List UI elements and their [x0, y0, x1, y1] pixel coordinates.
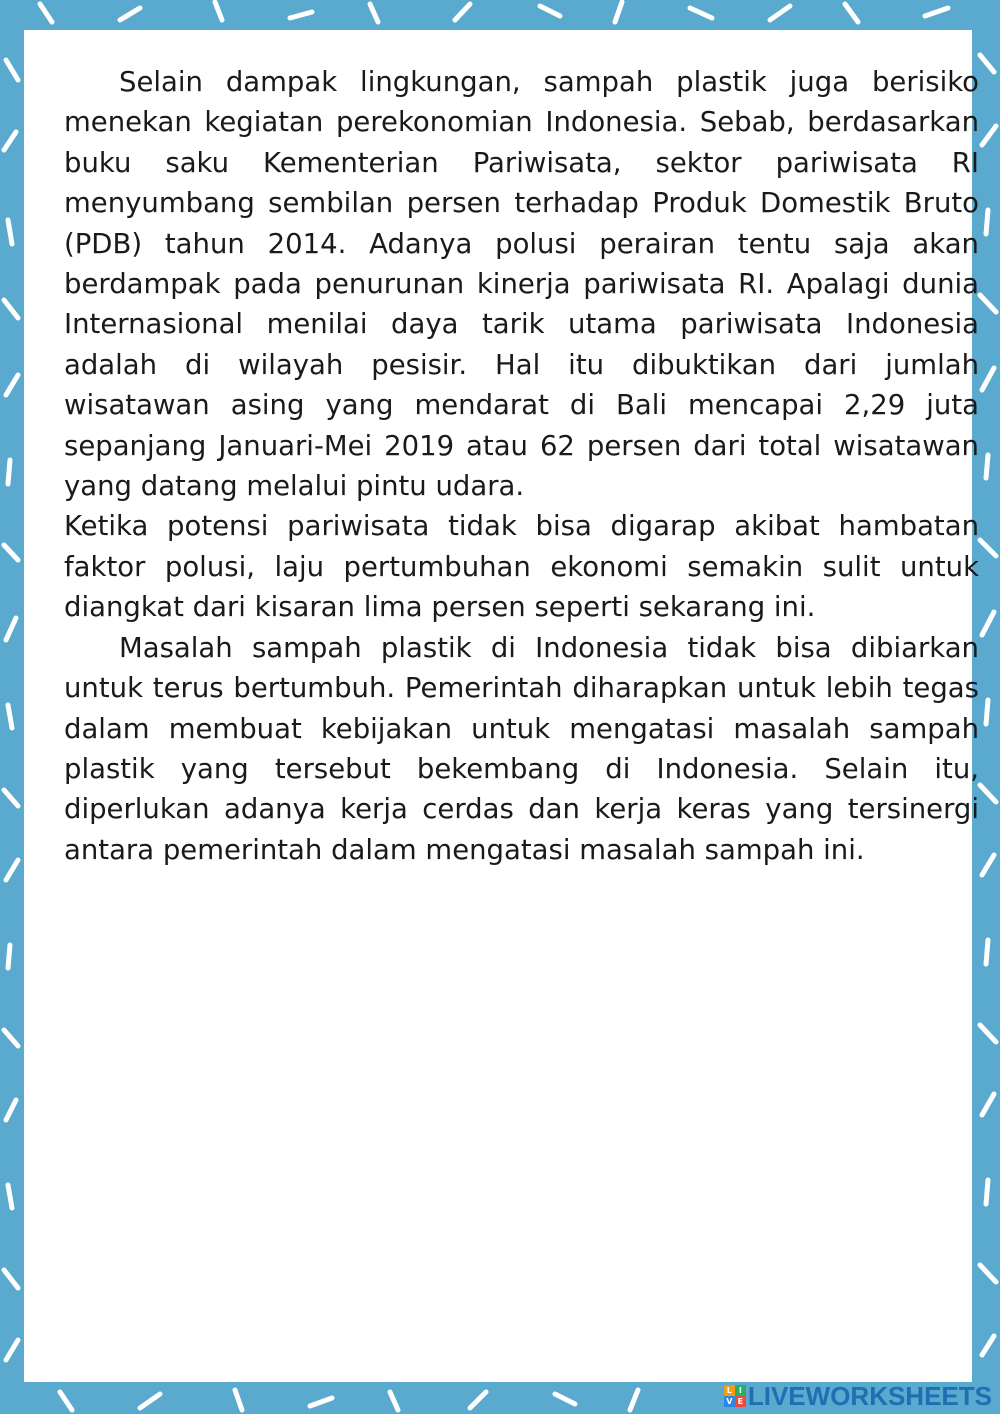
watermark-text: LIVEWORKSHEETS — [747, 1380, 992, 1411]
logo-letter: L — [724, 1385, 735, 1396]
logo-letter: E — [735, 1396, 746, 1407]
logo-letter: V — [724, 1396, 735, 1407]
reading-text — [64, 62, 979, 870]
worksheet-page — [24, 30, 979, 1382]
logo-letter: I — [735, 1385, 746, 1396]
liveworksheets-watermark — [724, 1382, 992, 1410]
paragraph-1: Selain dampak lingkungan, sampah plastik juga berisiko menekan kegiatan perekonomian Indonesia. Sebab, berdasarkan buku saku Kementerian Pariwisata, sektor pariwisata RI menyumbang sembilan persen terhadap Produk Domestik Bruto (PDB) tahun 2014. Adanya polusi perairan tentu saja akan berdampak pada penurunan kinerja pariwisata RI. Apalagi dunia Internasional menilai daya tarik utama pariwisata Indonesia adalah di wilayah pesisir. Hal itu dibuktikan dari jumlah wisatawan asing yang mendarat di Bali mencapai 2,29 juta sepanjang Januari-Mei 2019 atau 62 persen dari total wisatawan yang datang melalui pintu udara. — [64, 66, 979, 503]
liveworksheets-logo-icon — [724, 1385, 746, 1407]
paragraph-3: Masalah sampah plastik di Indonesia tidak bisa dibiarkan untuk terus bertumbuh. Pemerintah diharapkan untuk lebih tegas dalam membuat kebijakan untuk mengatasi masalah sampah plastik yang tersebut bekembang di Indonesia. Selain itu, diperlukan adanya kerja cerdas dan kerja keras yang tersinergi antara pemerintah dalam mengatasi masalah sampah ini. — [64, 631, 979, 866]
paragraph-2: Ketika potensi pariwisata tidak bisa digarap akibat hambatan faktor polusi, laju pertumbuhan ekonomi semakin sulit untuk diangkat dari kisaran lima persen seperti sekarang ini. — [64, 510, 979, 624]
